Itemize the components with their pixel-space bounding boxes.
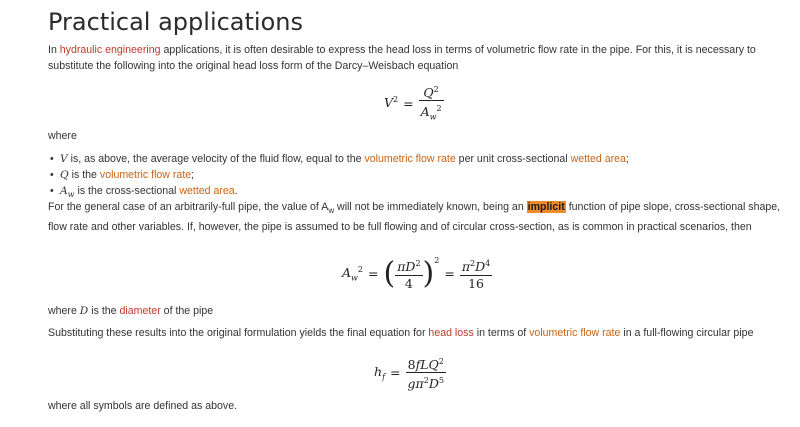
list-item: • V is, as above, the average velocity of the fluid flow, equal to the volumetric flow rate per unit cross-sectional wetted area;	[48, 151, 783, 167]
substitution-paragraph: Substituting these results into the original formulation yields the final equation for head loss in terms of volumetric flow rate in a full-flowing circular pipe	[48, 327, 754, 339]
where-label: where	[48, 130, 77, 142]
link-hydraulic-engineering[interactable]: hydraulic engineering	[59, 44, 161, 56]
section-heading: Practical applications	[48, 8, 303, 36]
equation-area: $A_w^2$ = ( $\frac{\pi D^2}{4}$ )$^2$= $\frac{\pi^2D^4}{16}$	[342, 255, 491, 291]
link-head-loss[interactable]: head loss	[428, 327, 474, 339]
diameter-note: where D is the diameter of the pipe	[48, 305, 214, 317]
link-implicit[interactable]: implicit	[527, 201, 565, 213]
equation-head-loss: $h_f$ = $\frac{8fLQ^2}{g\pi^2D^5}$	[374, 354, 446, 391]
list-item: • Q is the volumetric flow rate;	[48, 167, 783, 183]
link-volumetric-flow-rate[interactable]: volumetric flow rate	[529, 327, 621, 339]
closing-note: where all symbols are defined as above.	[48, 400, 238, 412]
symbol-list	[48, 151, 783, 203]
equation-velocity: $V^2$ = $\frac{Q^2}{A_w^2}$	[384, 82, 444, 125]
list-item: • $A_w$ is the cross-sectional wetted area.	[48, 183, 783, 203]
link-wetted-area[interactable]: wetted area	[570, 153, 626, 165]
link-diameter[interactable]: diameter	[119, 305, 161, 317]
intro-paragraph: In hydraulic engineering applications, it is often desirable to express the head loss in terms of volumetric flow rate in the pipe. For this, it is necessary to substitute the following into the original head loss form of the Darcy–Weisbach equation	[48, 44, 756, 72]
link-wetted-area[interactable]: wetted area	[179, 185, 235, 197]
link-volumetric-flow-rate[interactable]: volumetric flow rate	[364, 153, 456, 165]
general-case-paragraph: For the general case of an arbitrarily-full pipe, the value of $A_w$ will not be immediately known, being an implicit function of pipe slope, cross-sectional shape, flow rate and other variables. If, however, the pipe is assumed to be full flowing and of circular cross-section, as is common in practical scenarios, then	[48, 201, 781, 234]
link-volumetric-flow-rate[interactable]: volumetric flow rate	[99, 169, 192, 181]
